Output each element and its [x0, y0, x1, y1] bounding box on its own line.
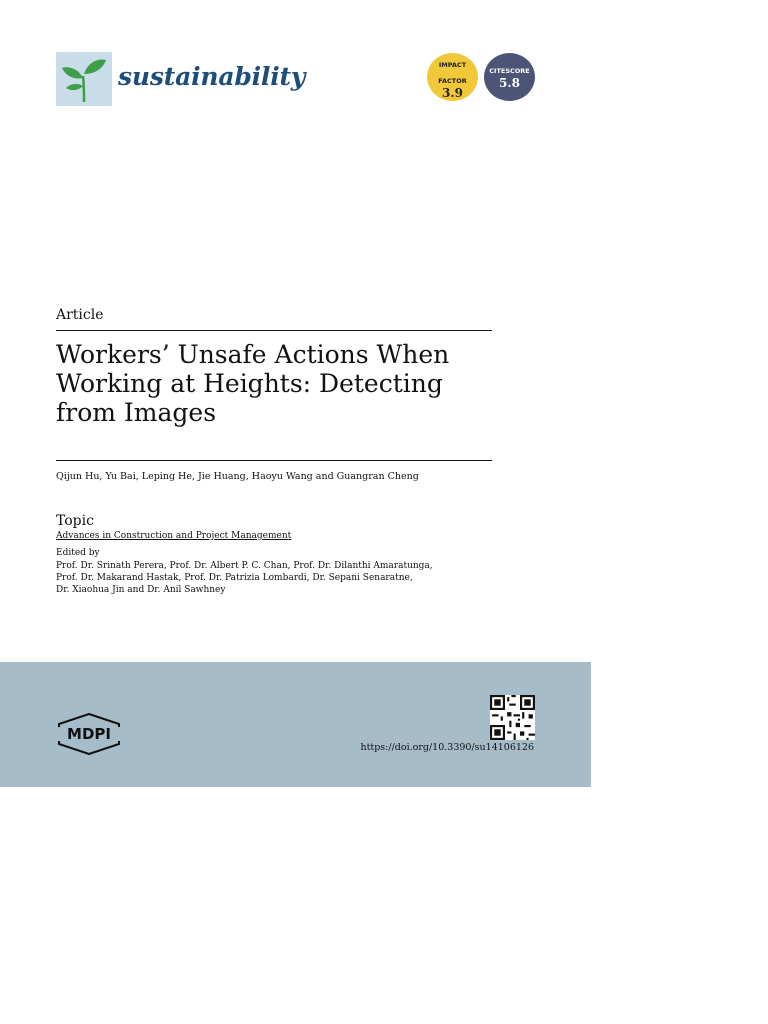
edited-by-label: Edited by	[56, 548, 100, 558]
editors-line: Prof. Dr. Srinath Perera, Prof. Dr. Albert P. C. Chan, Prof. Dr. Dilanthi Amaratunga,	[56, 561, 433, 571]
sprout-icon	[56, 52, 112, 106]
title-line: from Images	[56, 398, 217, 427]
doi-link[interactable]: https://doi.org/10.3390/su14106126	[360, 742, 534, 753]
impact-factor-badge	[427, 53, 478, 101]
editors-line: Prof. Dr. Makarand Hastak, Prof. Dr. Patrizia Lombardi, Dr. Sepani Senaratne,	[56, 573, 413, 583]
qr-code-icon	[490, 695, 535, 740]
journal-logo	[56, 52, 112, 106]
impact-factor-label-1: IMPACT	[438, 61, 467, 69]
authors: Qijun Hu, Yu Bai, Leping He, Jie Huang, Haoyu Wang and Guangran Cheng	[56, 471, 419, 482]
citescore-label: CITESCORE	[489, 67, 530, 75]
title-line: Working at Heights: Detecting	[56, 369, 443, 398]
citescore-value: 5.8	[499, 76, 520, 90]
citescore-badge	[484, 53, 535, 101]
publisher-name: MDPI	[67, 725, 111, 743]
topic-link[interactable]: Advances in Construction and Project Management	[56, 531, 292, 541]
impact-factor-value: 3.9	[442, 86, 463, 100]
divider	[56, 330, 492, 331]
mdpi-hexagon-icon	[56, 713, 122, 755]
editors-list	[56, 560, 433, 596]
mdpi-logo	[56, 713, 122, 759]
impact-factor-label-2: FACTOR	[438, 77, 467, 85]
article-type: Article	[56, 307, 104, 323]
article-title	[56, 340, 496, 427]
journal-name: sustainability	[118, 62, 306, 91]
title-line: Workers’ Unsafe Actions When	[56, 340, 450, 369]
editors-line: Dr. Xiaohua Jin and Dr. Anil Sawhney	[56, 585, 226, 595]
divider	[56, 460, 492, 461]
topic-heading: Topic	[56, 513, 94, 529]
